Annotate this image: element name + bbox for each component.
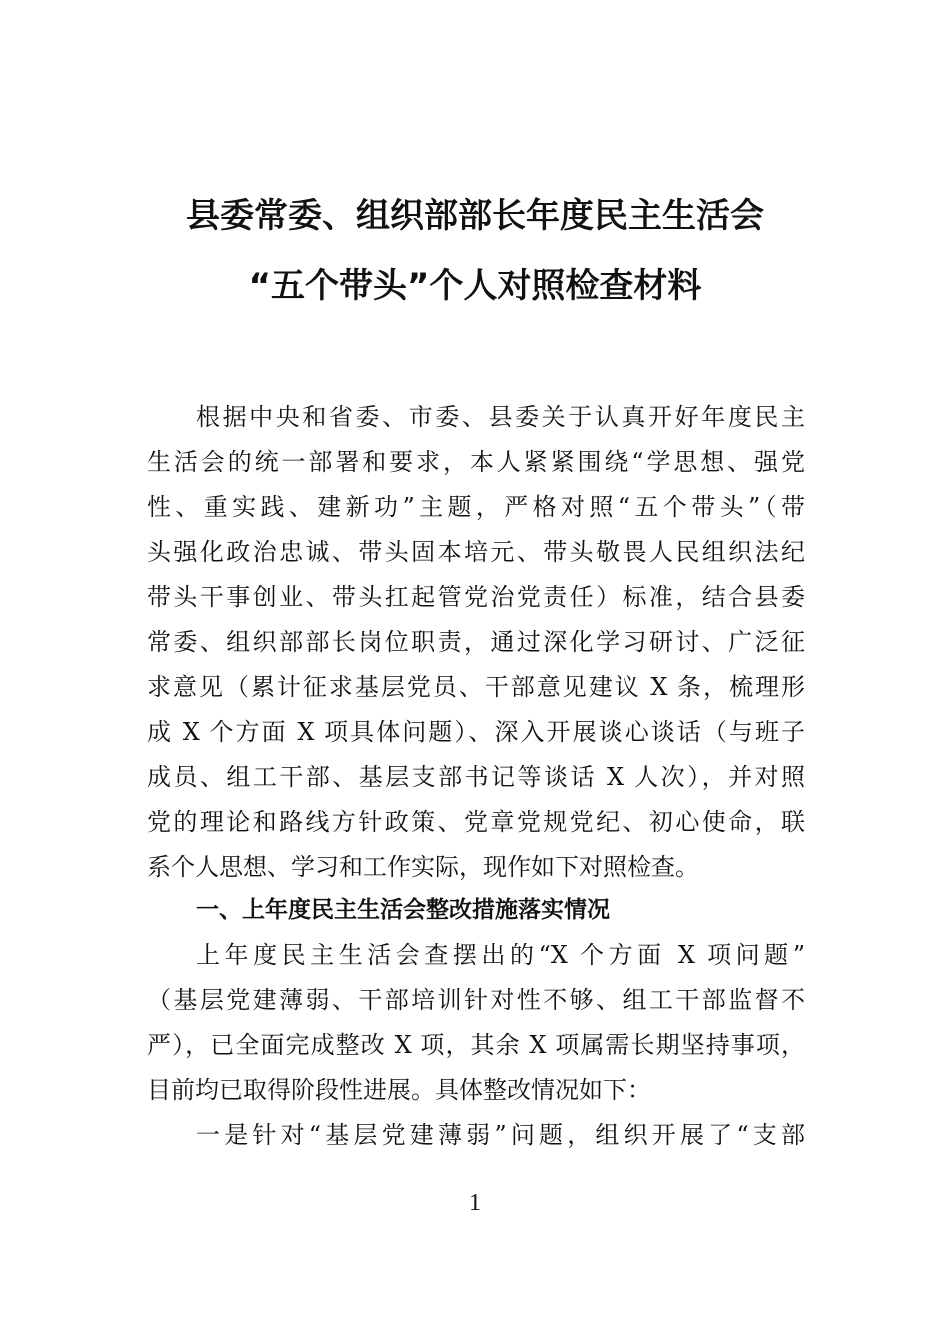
body-line-2: 生活会的统一部署和要求，本人紧紧围绕“学思想、强党 [147, 448, 805, 476]
body-line-14: （基层党建薄弱、干部培训针对性不够、组工干部监督不 [147, 986, 805, 1014]
body-line-6: 常委、组织部部长岗位职责，通过深化学习研讨、广泛征 [147, 628, 805, 656]
body-line-5: 带头干事创业、带头扛起管党治党责任）标准，结合县委 [147, 583, 805, 611]
body-line-9: 成员、组工干部、基层支部书记等谈话 X 人次），并对照 [147, 763, 805, 791]
body-line-8: 成 X 个方面 X 项具体问题）、深入开展谈心谈话（与班子 [147, 718, 805, 746]
body-line-13: 上年度民主生活会查摆出的“X 个方面 X 项问题” [196, 941, 805, 969]
body-line-4: 头强化政治忠诚、带头固本培元、带头敬畏人民组织法纪 [147, 538, 805, 566]
body-line-7: 求意见（累计征求基层党员、干部意见建议 X 条，梳理形 [147, 673, 805, 701]
body-line-1: 根据中央和省委、市委、县委关于认真开好年度民主 [196, 403, 805, 431]
document-title-line-2: “五个带头”个人对照检查材料 [248, 266, 702, 306]
body-line-11: 系个人思想、学习和工作实际，现作如下对照检查。 [147, 853, 699, 881]
page-number: 1 [469, 1190, 481, 1216]
section-heading-1: 一、上年度民主生活会整改措施落实情况 [196, 897, 610, 923]
body-line-3: 性、重实践、建新功”主题，严格对照“五个带头”（带 [147, 493, 805, 521]
document-title-line-1: 县委常委、组织部部长年度民主生活会 [186, 196, 764, 236]
body-line-16: 目前均已取得阶段性进展。具体整改情况如下： [147, 1076, 651, 1104]
body-line-17: 一是针对“基层党建薄弱”问题，组织开展了“支部 [196, 1121, 805, 1149]
body-line-10: 党的理论和路线方针政策、党章党规党纪、初心使命，联 [147, 808, 805, 836]
body-line-15: 严），已全面完成整改 X 项，其余 X 项属需长期坚持事项， [147, 1031, 805, 1059]
